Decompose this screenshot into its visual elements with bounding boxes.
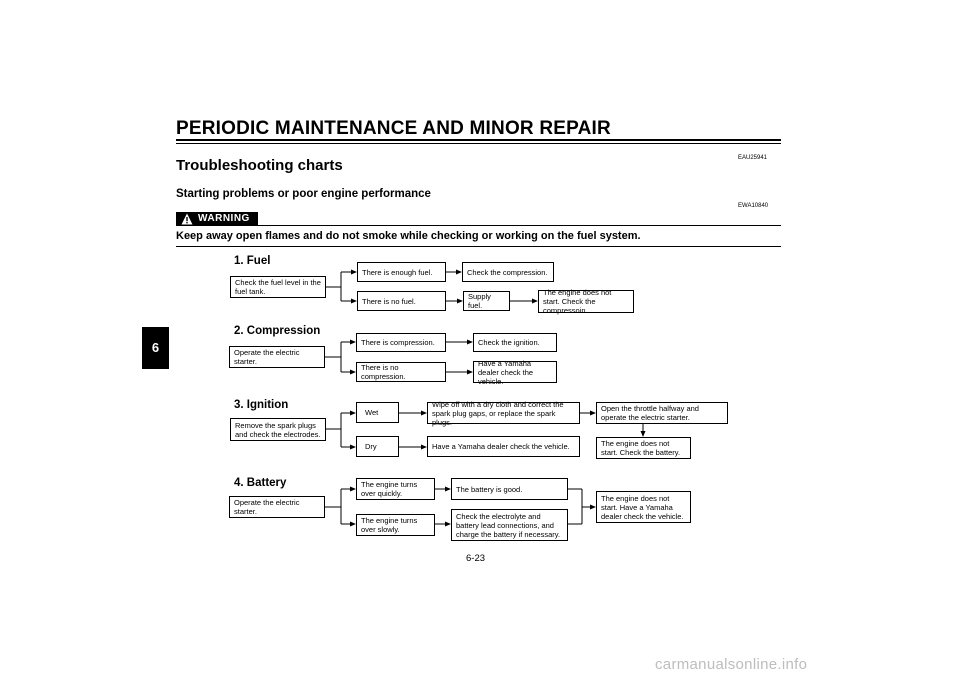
compression-start-box: Operate the electric starter. <box>229 346 325 368</box>
page-header: PERIODIC MAINTENANCE AND MINOR REPAIR <box>176 118 611 139</box>
battery-good-box: The battery is good. <box>451 478 568 500</box>
page-title: Troubleshooting charts <box>176 157 343 174</box>
compression-no-box: There is no compression. <box>356 362 446 382</box>
chapter-tab: 6 <box>142 327 169 369</box>
compression-dealer-box: Have a Yamaha dealer check the vehicle. <box>473 361 557 383</box>
compression-yes-box: There is compression. <box>356 333 446 352</box>
fuel-check-compression-box: Check the compression. <box>462 262 554 282</box>
title-code: EAU25941 <box>738 155 768 161</box>
fuel-supply-box: Supply fuel. <box>463 291 510 311</box>
battery-check-box: Check the electrolyte and battery lead connections, and charge the battery if necessary. <box>451 509 568 541</box>
fuel-no-fuel-box: There is no fuel. <box>357 291 446 311</box>
warning-code: EWA10840 <box>738 203 769 209</box>
page-subtitle: Starting problems or poor engine performance <box>176 188 431 200</box>
ignition-dealer-box: Have a Yamaha dealer check the vehicle. <box>427 436 580 457</box>
compression-heading: 2. Compression <box>234 325 321 337</box>
ignition-no-start-box: The engine does not start. Check the battery. <box>596 437 691 459</box>
fuel-start-box: Check the fuel level in the fuel tank. <box>230 276 326 298</box>
fuel-no-start-box: The engine does not start. Check the compressoin. <box>538 290 634 313</box>
ignition-wipe-box: Wipe off with a dry cloth and correct the spark plug gaps, or replace the spark plugs. <box>427 402 580 424</box>
warning-label: WARNING <box>198 213 250 224</box>
battery-start-box: Operate the electric starter. <box>229 496 325 518</box>
battery-slow-box: The engine turns over slowly. <box>356 514 435 536</box>
battery-quick-box: The engine turns over quickly. <box>356 478 435 500</box>
battery-heading: 4. Battery <box>234 477 287 489</box>
fuel-heading: 1. Fuel <box>234 255 271 267</box>
warning-text: Keep away open flames and do not smoke while checking or working on the fuel system. <box>176 230 641 242</box>
page-number: 6-23 <box>466 553 486 564</box>
watermark: carmanualsonline.info <box>655 656 808 673</box>
ignition-dry-box: Dry <box>356 436 399 457</box>
ignition-heading: 3. Ignition <box>234 399 289 411</box>
fuel-enough-box: There is enough fuel. <box>357 262 446 282</box>
ignition-throttle-box: Open the throttle halfway and operate the electric starter. <box>596 402 728 424</box>
ignition-wet-box: Wet <box>356 402 399 423</box>
compression-check-ignition-box: Check the ignition. <box>473 333 557 352</box>
battery-no-start-box: The engine does not start. Have a Yamaha dealer check the vehicle. <box>596 491 691 523</box>
ignition-start-box: Remove the spark plugs and check the electrodes. <box>230 418 326 441</box>
